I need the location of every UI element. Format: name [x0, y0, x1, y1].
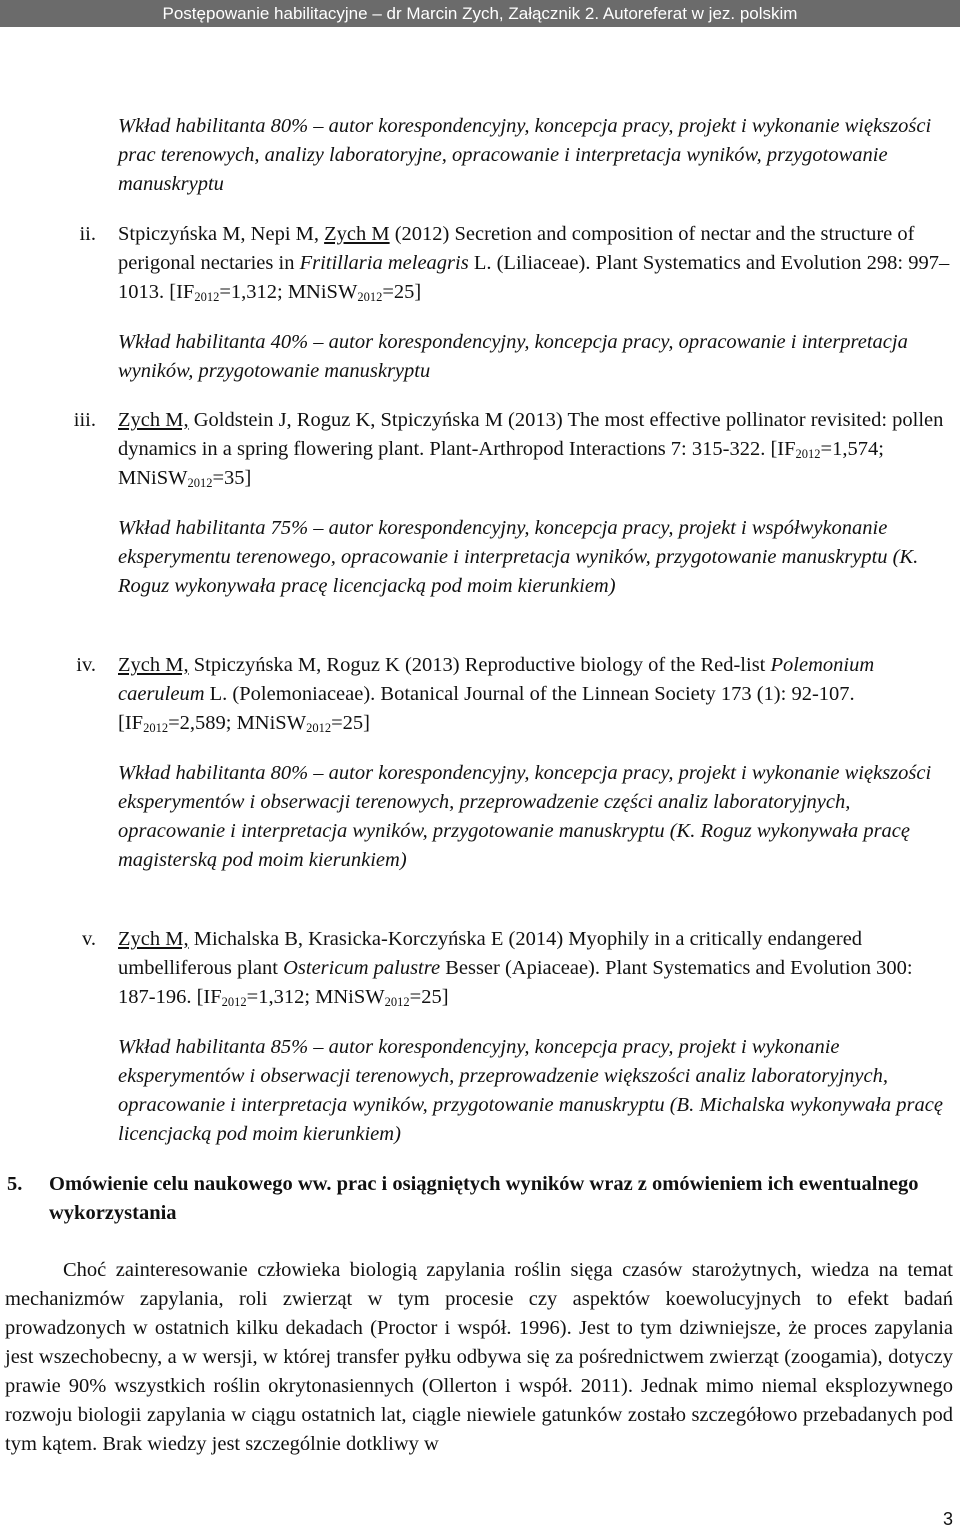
author-highlight: Zych M, [118, 654, 189, 676]
contribution-note-v: Wkład habilitanta 85% – autor korespondencyjny, koncepcja pracy, projekt i wykonanie eksperymentów i obserwacji terenowych, przeprowadzenie większości analiz laboratoryjnych, opracowanie i interpretacja wyników, przygotowanie manuskryptu (B. Michalska wykonywała pracę licencjacką pod moim kierunkiem) [118, 1036, 943, 1145]
reference-number-v: v. [81, 928, 96, 950]
reference-ii: Stpiczyńska M, Nepi M, Zych M (2012) Secretion and composition of nectar and the structure of perigonal nectaries in Fritillaria meleagris L. (Liliaceae). Plant Systematics and Evolution 298: 997–1013. [$IF_{2012}=1,312$; MNiSW$_{2012}$=25] [118, 223, 950, 304]
running-header: Postępowanie habilitacyjne – dr Marcin Zych, Załącznik 2. Autoreferat w jez. polskim [0, 0, 960, 27]
contribution-note-i: Wkład habilitanta 80% – autor korespondencyjny, koncepcja pracy, projekt i wykonanie większości prac terenowych, analizy laboratoryjne, opracowanie i interpretacja wyników, przygotowanie manuskryptu [118, 115, 932, 195]
author-highlight: Zych M [324, 223, 390, 245]
reference-number-ii: ii. [79, 223, 96, 245]
reference-iv: Zych M, Stpiczyńska M, Roguz K (2013) Reproductive biology of the Red-list Polemonium caeruleum L. (Polemoniaceae). Botanical Journal of the Linnean Society 173 (1): 92-107. [$IF_{2012}=2,589$; MNiSW$_{2012}$=25] [118, 654, 875, 735]
reference-number-iv: iv. [76, 654, 96, 676]
body-paragraph: Choć zainteresowanie człowieka biologią zapylania roślin sięga czasów starożytnych, wiedza na temat mechanizmów zapylania, roli zwierząt w tym procesie czy aspektów koewolucyjnych to efekt badań prowadzonych w ostatnich kilku dekadach (Proctor i współ. 1996). Jest to tym dziwniejsze, że proces zapylania jest wszechobecny, a w wersji, w której transfer pyłku odbywa się za pośrednictwem zwierząt (zoogamia), dotyczy prawie 90% wszystkich roślin okrytonasiennych (Ollerton i współ. 2011). Jednak mimo niemal eksplozywnego rozwoju biologii zapylania w ciągu ostatnich lat, ciągle niewiele gatunków zostało szczegółowo przebadanych pod tym kątem. Brak wiedzy jest szczególnie dotkliwy w [5, 1259, 953, 1455]
contribution-note-ii: Wkład habilitanta 40% – autor korespondencyjny, koncepcja pracy, opracowanie i interpretacja wyników, przygotowanie manuskryptu [118, 331, 908, 382]
author-highlight: Zych M, [118, 409, 189, 431]
author-highlight: Zych M, [118, 928, 189, 950]
page-number: 3 [942, 1509, 953, 1529]
reference-v: Zych M, Michalska B, Krasicka-Korczyńska E (2014) Myophily in a critically endangered umbelliferous plant Ostericum palustre Besser (Apiaceae). Plant Systematics and Evolution 300: 187-196. [$IF_{2012}=1,312$; MNiSW$_{2012}$=25] [118, 928, 913, 1009]
reference-iii: Zych M, Goldstein J, Roguz K, Stpiczyńska M (2013) The most effective pollinator revisited: pollen dynamics in a spring flowering plant. Plant-Arthropod Interactions 7: 315-322. [$IF_{2012}=1,574$; MNiSW$_{2012}$=35] [118, 409, 944, 490]
contribution-note-iv: Wkład habilitanta 80% – autor korespondencyjny, koncepcja pracy, projekt i wykonanie większości eksperymentów i obserwacji terenowych, przeprowadzenie części analiz laboratoryjnych, opracowanie i interpretacja wyników, przygotowanie manuskryptu (K. Roguz wykonywała pracę magisterską pod moim kierunkiem) [118, 762, 932, 871]
species-name: Polemonium caeruleum [118, 654, 875, 705]
species-name: Fritillaria meleagris [299, 252, 469, 274]
contribution-note-iii: Wkład habilitanta 75% – autor korespondencyjny, koncepcja pracy, projekt i współwykonanie eksperymentu terenowego, opracowanie i interpretacja wyników, przygotowanie manuskryptu (K. Roguz wykonywała pracę licencjacką pod moim kierunkiem) [118, 517, 919, 597]
species-name: Ostericum palustre [283, 957, 441, 979]
reference-number-iii: iii. [73, 409, 96, 431]
section-heading: Omówienie celu naukowego ww. prac i osiągniętych wyników wraz z omówieniem ich ewentualnego wykorzystania [49, 1173, 919, 1224]
section-number: 5. [7, 1173, 23, 1195]
